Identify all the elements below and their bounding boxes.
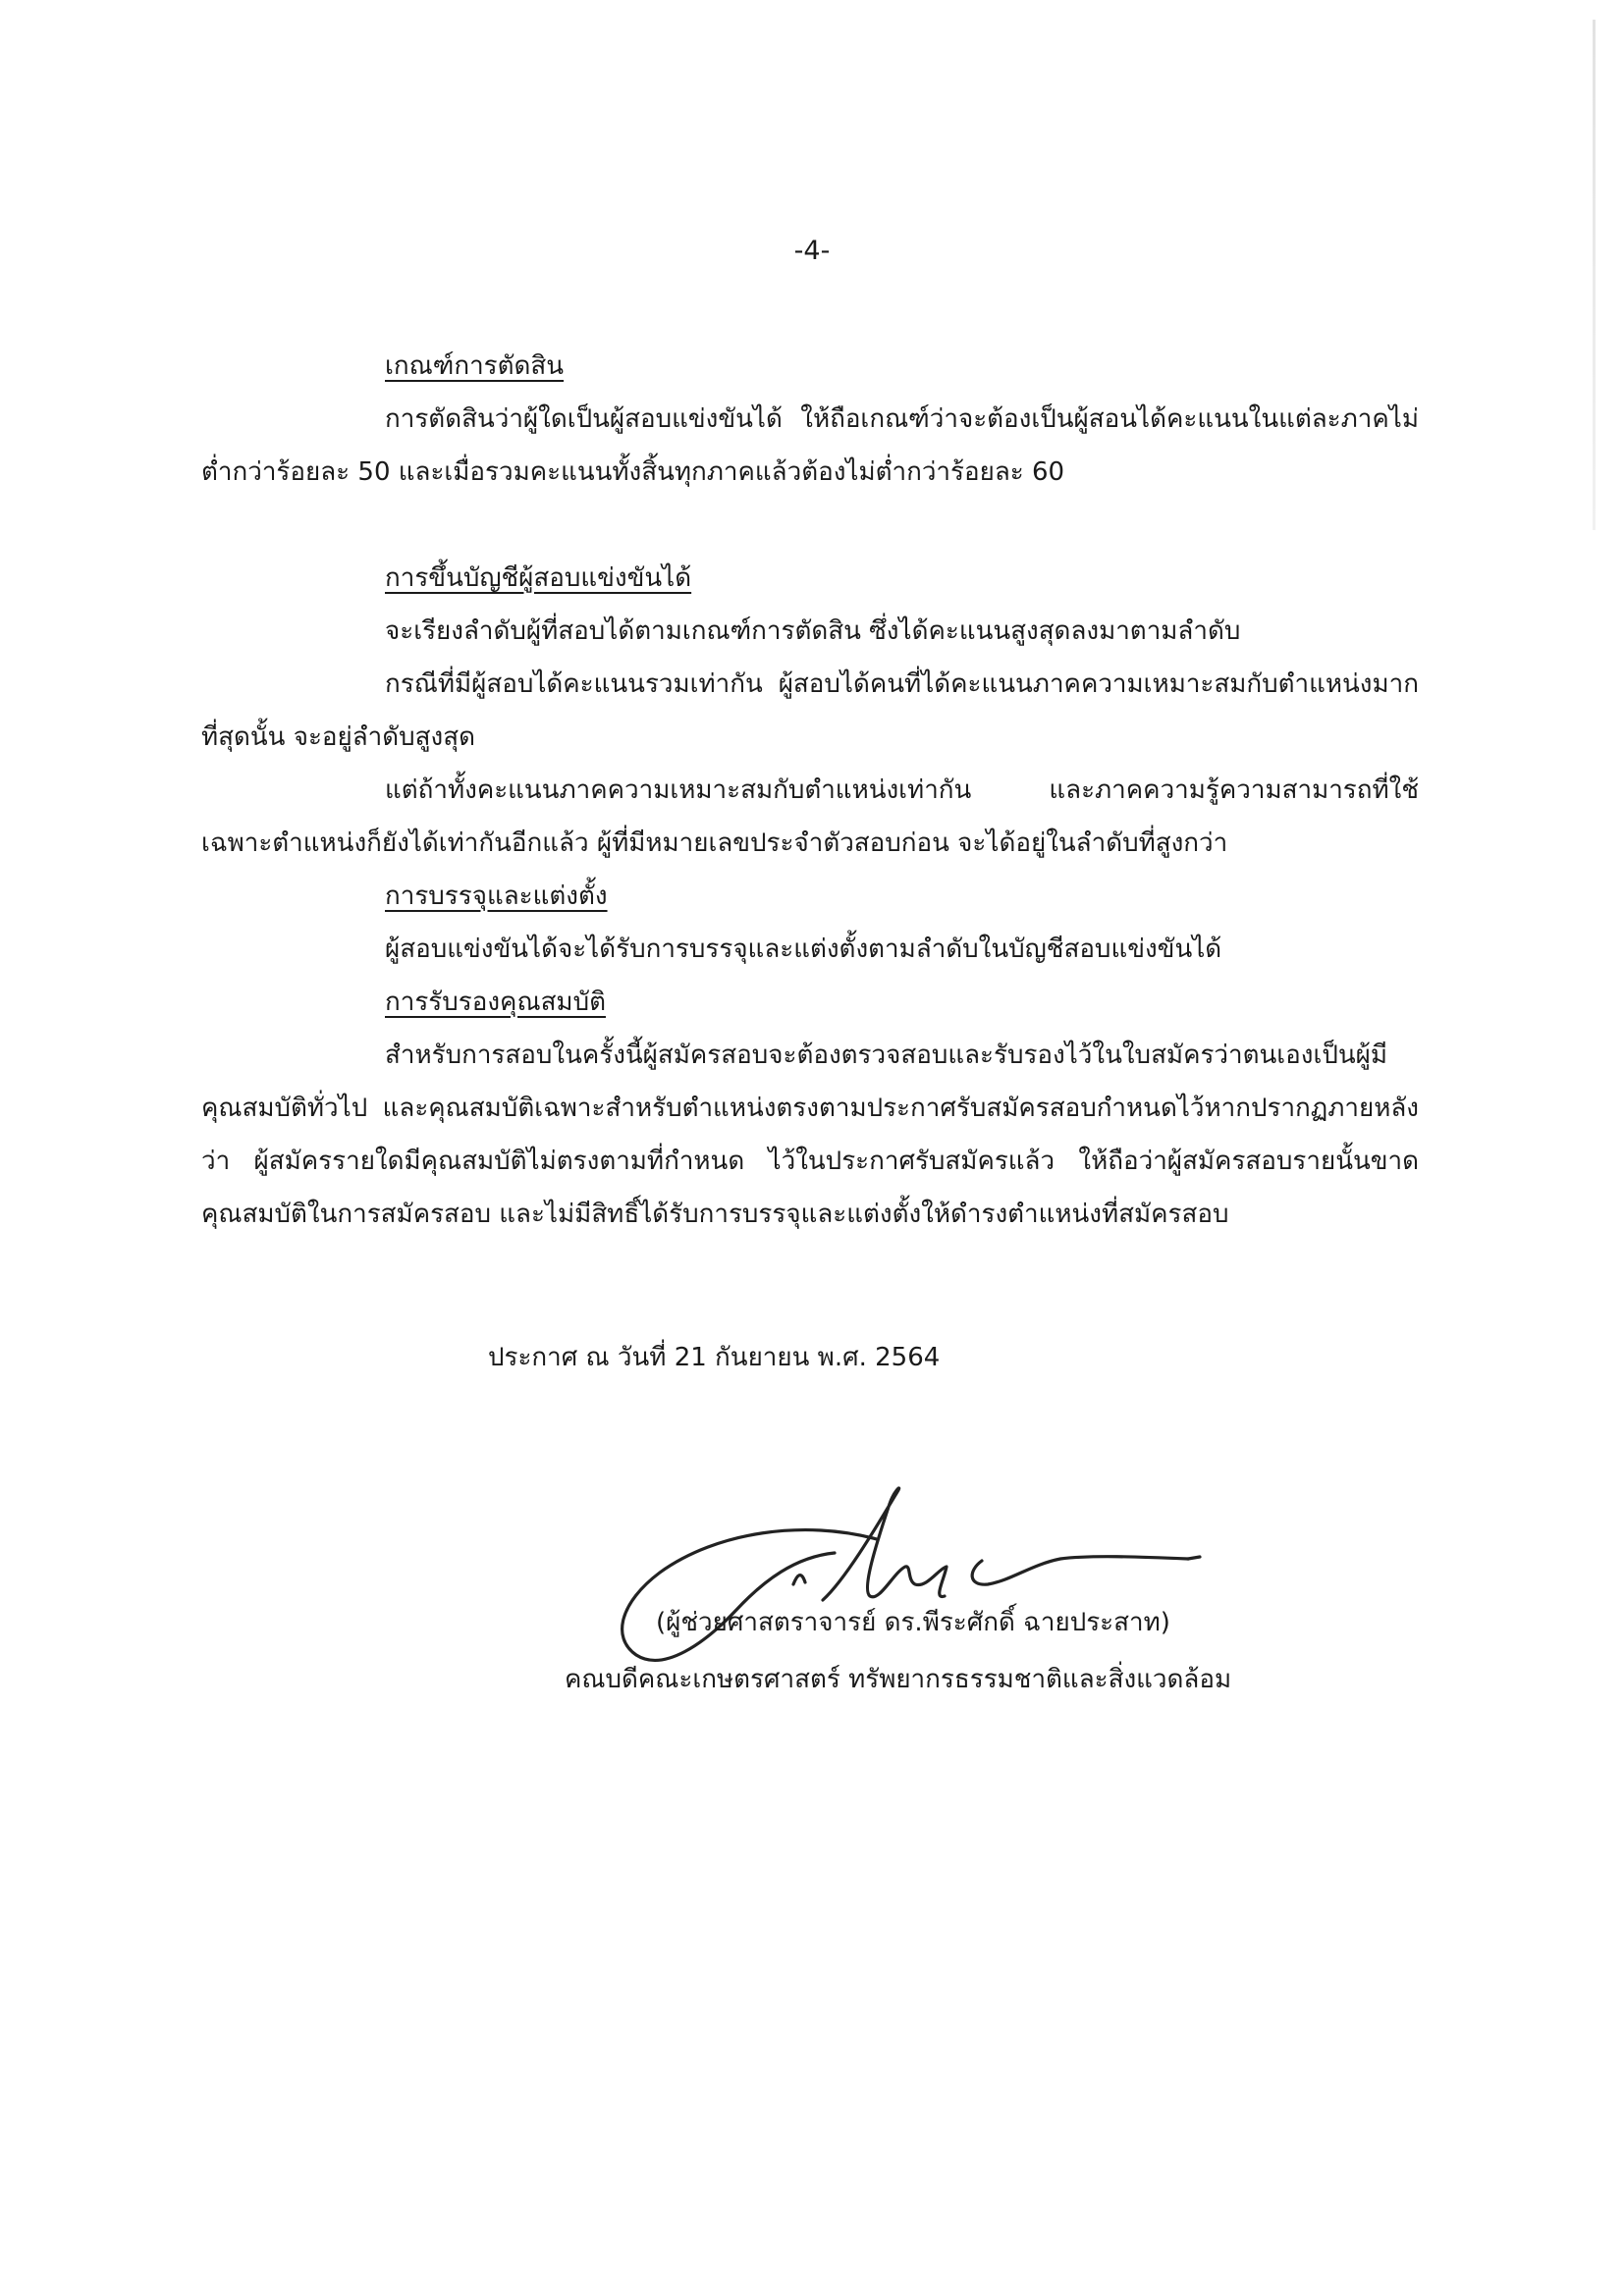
paragraph-certification: สำหรับการสอบในครั้งนี้ผู้สมัครสอบจะต้องตรวจสอบและรับรองไว้ในใบสมัครว่าตนเองเป็นผู้มีคุณสมบัติทั่วไป และคุณสมบัติเฉพาะสำหรับตำแหน่งตรงตามประกาศรับสมัครสอบกำหนดไว้หากปรากฏภายหลังว่า ผู้สมัครรายใดมีคุณสมบัติไม่ตรงตามที่กำหนด ไว้ในประกาศรับสมัครแล้ว ให้ถือว่าผู้สมัครสอบรายนั้นขาดคุณสมบัติในการสมัครสอบ และไม่มีสิทธิ์ได้รับการบรรจุและแต่งตั้งให้ดำรงตำแหน่งที่สมัครสอบ [201,1041,1419,1229]
paragraph-ranking-2: กรณีที่มีผู้สอบได้คะแนนรวมเท่ากัน ผู้สอบได้คนที่ได้คะแนนภาคความเหมาะสมกับตำแหน่งมากที่สุดนั้น จะอยู่ลำดับสูงสุด [201,669,1419,752]
announcement-date: ประกาศ ณ วันที่ 21 กันยายน พ.ศ. 2564 [488,1343,941,1372]
page-number: -4- [793,236,831,266]
signatory-title: คณบดีคณะเกษตรศาสตร์ ทรัพยากรธรรมชาติและสิ่งแวดล้อม [565,1665,1232,1694]
heading-decision-criteria: เกณฑ์การตัดสิน [385,351,565,381]
paragraph-ranking-1: จะเรียงลำดับผู้ที่สอบได้ตามเกณฑ์การตัดสิน ซึ่งได้คะแนนสูงสุดลงมาตามลำดับ [385,616,1241,646]
spacer [201,499,1419,552]
paragraph-ranking-3: แต่ถ้าทั้งคะแนนภาคความเหมาะสมกับตำแหน่งเท่ากัน และภาคความรู้ความสามารถที่ใช้เฉพาะตำแหน่งก็ยังได้เท่ากันอีกแล้ว ผู้ที่มีหมายเลขประจำตัวสอบก่อน จะได้อยู่ในลำดับที่สูงกว่า [201,775,1419,858]
paragraph-decision-criteria: การตัดสินว่าผู้ใดเป็นผู้สอบแข่งขันได้ ให้ถือเกณฑ์ว่าจะต้องเป็นผู้สอนได้คะแนนในแต่ละภาคไม่ต่ำกว่าร้อยละ 50 และเมื่อรวมคะแนนทั้งสิ้นทุกภาคแล้วต้องไม่ต่ำกว่าร้อยละ 60 [201,404,1419,487]
handwritten-signature [599,1463,1247,1679]
heading-ranking: การขึ้นบัญชีผู้สอบแข่งขันได้ [385,563,692,593]
heading-certification: การรับรองคุณสมบัติ [385,988,606,1017]
signatory-name: (ผู้ช่วยศาสตราจารย์ ดร.พีระศักดิ์ ฉายประสาท) [656,1608,1170,1637]
paragraph-appointment: ผู้สอบแข่งขันได้จะได้รับการบรรจุและแต่งตั้งตามลำดับในบัญชีสอบแข่งขันได้ [385,934,1222,964]
heading-appointment: การบรรจุและแต่งตั้ง [385,881,608,911]
scan-edge-mark [1593,20,1596,530]
document-body [201,340,1419,1241]
